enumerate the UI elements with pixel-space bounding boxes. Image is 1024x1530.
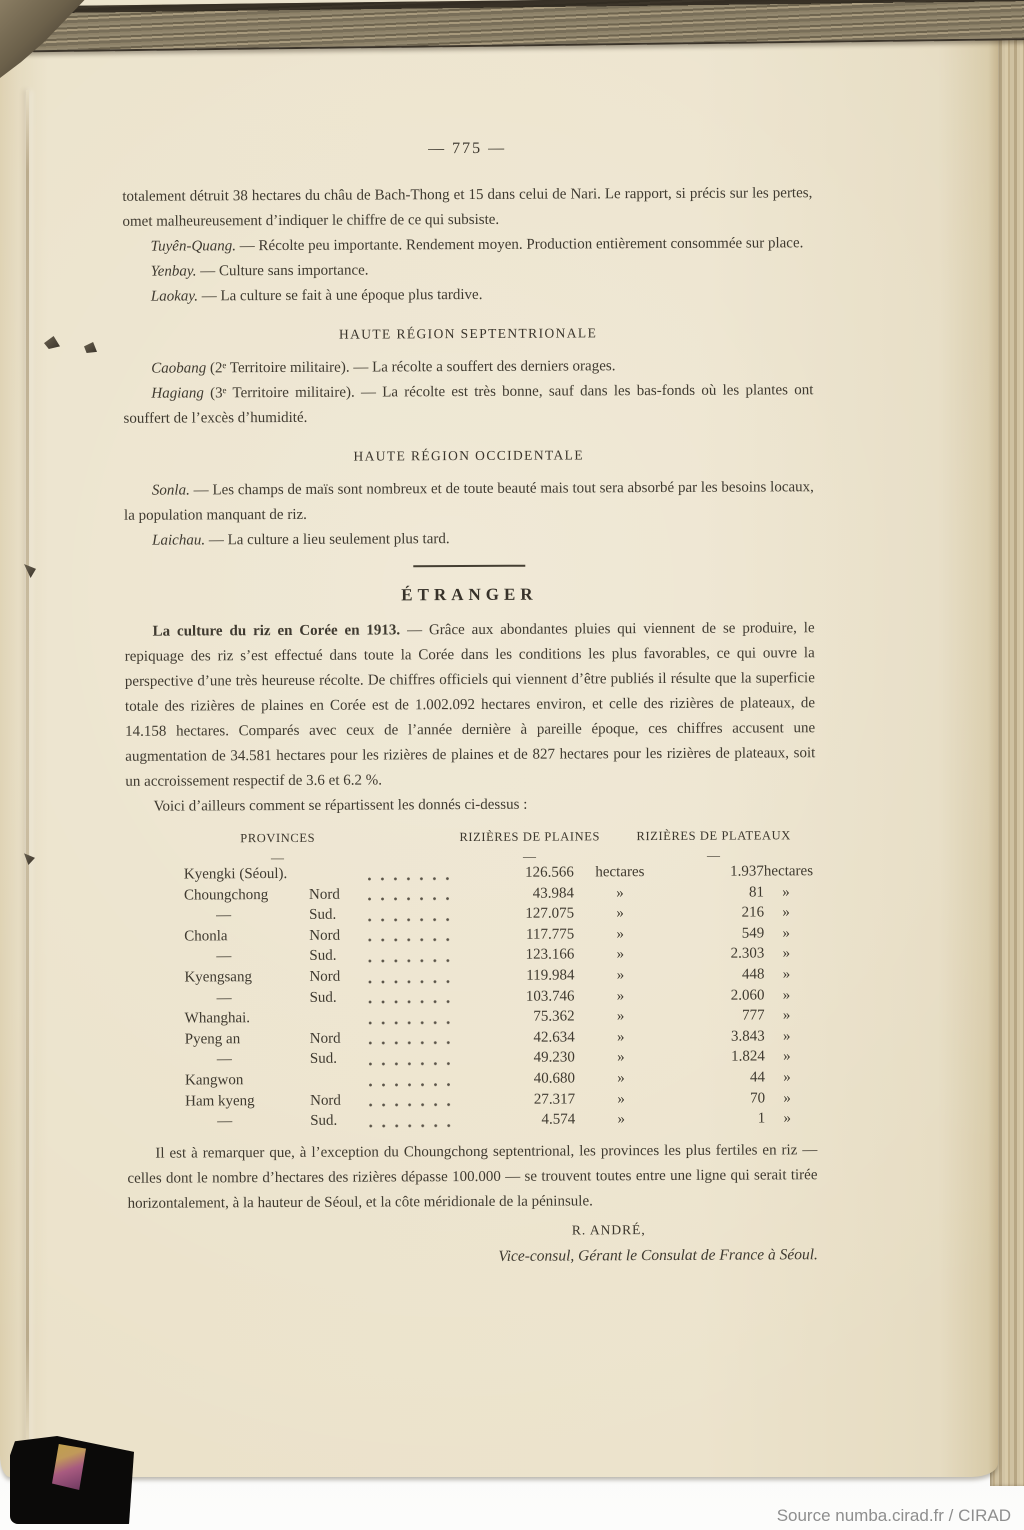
plateaux-value: 1.824	[731, 1048, 765, 1065]
entry-text: (3ᵉ Territoire militaire). — La récolte est très bonne, sauf dans les bas-fonds où les plantes ont souffert de l’excès d’humidité.	[123, 382, 814, 427]
plaines-value: 42.634	[533, 1029, 575, 1046]
entry-caobang	[123, 353, 813, 382]
heading-haute-region-septentrionale: HAUTE RÉGION SEPTENTRIONALE	[338, 325, 598, 342]
signature-title: Vice-consul, Gérant le Consulat de France à Séoul.	[498, 1245, 818, 1265]
plaines-unit: »	[616, 967, 625, 984]
plateaux-value: 3.843	[730, 1028, 765, 1045]
paragraph-closing: Il est à remarquer que, à l’exception du Choungchong septentrional, les provinces les plus fertiles en riz — celles dont le nombre d’hectares des rizières dépasse 100.000 — se trouvent toutes entre une ligne qui serait tirée horizontalement, à la hauteur de Séoul, et la côte méridionale de la péninsule.	[127, 1141, 818, 1212]
province-sub-label: Nord	[310, 1092, 341, 1109]
table-row	[127, 1108, 817, 1132]
entry-yenbay	[123, 256, 813, 285]
entry-lead: Caobang	[151, 360, 207, 377]
plateaux-unit: »	[782, 904, 790, 921]
province-name: Ham kyeng	[185, 1092, 255, 1110]
entry-lead: Laichau.	[152, 532, 206, 549]
province-sub-label: Sud.	[309, 1051, 338, 1068]
plateaux-unit: »	[783, 1089, 791, 1106]
plateaux-value: 2.060	[730, 987, 765, 1004]
plateaux-unit: »	[783, 1110, 791, 1127]
plaines-value: 40.680	[533, 1070, 576, 1087]
plaines-unit: »	[616, 946, 625, 963]
plateaux-unit: »	[782, 966, 791, 983]
entry-text: — Les champs de maïs sont nombreux et de toute beauté mais tout sera absorbé par les besoins locaux, la population manquant de riz.	[123, 479, 814, 524]
province-sub-label: Nord	[309, 927, 341, 944]
dot-leader	[369, 1062, 451, 1065]
plateaux-value: 216	[741, 904, 765, 921]
province-name: Chonla	[184, 928, 228, 945]
plaines-value: 43.984	[532, 885, 575, 902]
plateaux-value: 70	[750, 1089, 766, 1107]
province-name: —	[216, 907, 232, 924]
table-header-rizieres-plateaux: RIZIÈRES DE PLATEAUX —	[636, 828, 791, 863]
plateaux-value: 448	[741, 966, 765, 983]
entry-lead: Yenbay.	[150, 263, 197, 280]
section-divider	[413, 565, 525, 568]
plateaux-unit: »	[782, 925, 791, 942]
province-name: Whanghai.	[184, 1010, 251, 1027]
table-header-provinces: PROVINCES —	[240, 830, 316, 866]
province-name: Choungchong	[183, 886, 269, 904]
entry-laichau	[124, 525, 814, 554]
plaines-value: 103.746	[525, 988, 575, 1005]
plaines-unit: »	[616, 925, 625, 943]
dot-leader	[368, 980, 450, 983]
province-name: —	[217, 1113, 233, 1130]
heading-haute-region-occidentale: HAUTE RÉGION OCCIDENTALE	[353, 447, 584, 464]
plaines-value: 119.984	[526, 967, 575, 984]
dot-leader	[368, 959, 450, 962]
dot-leader	[369, 1021, 451, 1024]
plaines-unit: »	[616, 884, 624, 901]
dot-leader	[368, 918, 450, 921]
plaines-unit: »	[617, 1070, 625, 1087]
table-body	[126, 861, 817, 1132]
plaines-value: 126.566	[525, 864, 574, 881]
plaines-unit: »	[616, 905, 624, 922]
dot-leader	[369, 1041, 451, 1044]
entry-laokay	[123, 281, 813, 310]
province-name: Kyengsang	[184, 969, 252, 986]
entry-text: — La culture se fait à une époque plus tardive.	[201, 286, 483, 305]
plateaux-unit: »	[783, 1048, 791, 1065]
plateaux-value: 1	[757, 1110, 766, 1127]
entry-lead: Hagiang	[151, 385, 204, 402]
plateaux-value: 2.303	[730, 945, 765, 963]
province-name: —	[216, 948, 232, 965]
plaines-unit: »	[616, 987, 625, 1004]
plaines-value: 27.317	[533, 1090, 576, 1108]
rice-area-table	[126, 823, 818, 1132]
plaines-value: 49.230	[533, 1049, 575, 1067]
signature-name: R. ANDRÉ,	[571, 1221, 646, 1238]
plaines-unit: »	[617, 1111, 625, 1128]
province-name: —	[216, 1051, 232, 1068]
plateaux-value: 549	[741, 925, 765, 942]
province-sub-label: Nord	[309, 968, 341, 985]
plateaux-unit: »	[783, 1069, 791, 1086]
plateaux-value: 81	[748, 884, 765, 901]
page-content	[122, 134, 818, 1270]
province-sub-label: Sud.	[309, 989, 337, 1006]
entry-lead: Laokay.	[150, 288, 199, 305]
province-name: —	[216, 989, 232, 1006]
paragraph-coree-text: — Grâce aux abondantes pluies qui viennent de se produire, le repiquage des riz s’est effectué dans toute la Corée dans les conditions les plus favorables, ce qui ouvre la perspective d’une très heureuse récolte. De chiffres officiels qui viennent d’être publiés il résulte que la superficie totale des rizières de plaines en Corée est de 1.002.092 hectares environ, et celle des rizières de plateaux, de 14.158 hectares. Comparés avec ceux de l’année dernière à pareille époque, ces chiffres accusent une augmentation de 34.581 hectares pour les rizières de plaines et de 827 hectares pour les rizières de plateaux, soit un accroissement respectif de 3.6 et 6.2 %.	[124, 620, 816, 790]
plaines-value: 4.574	[541, 1111, 576, 1128]
plaines-value: 127.075	[525, 905, 575, 922]
plaines-unit: »	[617, 1090, 625, 1107]
plateaux-value: 1.937	[730, 863, 764, 880]
plaines-unit: »	[617, 1049, 625, 1066]
heading-etranger: ÉTRANGER	[401, 584, 538, 605]
dot-leader	[368, 938, 450, 941]
province-sub-label: Nord	[308, 886, 340, 903]
entry-tuyen-quang	[123, 231, 813, 260]
table-intro: Voici d’ailleurs comment se répartissent les donnés ci-dessus :	[153, 796, 528, 815]
entry-lead: Sonla.	[151, 482, 190, 499]
plateaux-value: 777	[742, 1007, 765, 1024]
plateaux-value: 44	[749, 1069, 766, 1086]
entry-text: — Culture sans importance.	[200, 262, 369, 280]
paragraph-coree-lead: La culture du riz en Corée en 1913.	[152, 622, 401, 640]
table-header-rizieres-plaines: RIZIÈRES DE PLAINES —	[459, 829, 601, 864]
province-sub-label: Sud.	[309, 948, 337, 965]
source-attribution: Source numba.cirad.fr / CIRAD	[776, 1506, 1011, 1525]
province-sub-label: Sud.	[309, 906, 337, 924]
entry-hagiang	[123, 378, 813, 432]
dot-leader	[369, 1124, 451, 1127]
province-name: Kangwon	[184, 1072, 244, 1089]
dot-leader	[369, 1103, 451, 1106]
page-crease	[26, 90, 29, 1450]
paragraph-coree	[125, 616, 816, 795]
entry-text: (2ᵉ Territoire militaire). — La récolte a souffert des derniers orages.	[209, 358, 616, 377]
plateaux-unit: »	[782, 883, 790, 900]
plateaux-unit: »	[782, 1028, 791, 1045]
plateaux-unit: »	[782, 1007, 791, 1024]
plaines-unit: hectares	[595, 864, 645, 881]
dot-leader	[369, 1000, 451, 1003]
province-sub-label: Nord	[309, 1030, 341, 1047]
dot-leader	[368, 897, 450, 900]
entry-sonla	[124, 475, 814, 529]
paragraph-continuation: totalement détruit 38 hectares du châu de Bach-Thong et 15 dans celui de Nari. Le rapport, si précis sur les pertes, omet malheureusement d’indiquer le chiffre de ce qui subsiste.	[122, 185, 813, 230]
entry-lead: Tuyên-Quang.	[150, 238, 237, 255]
table-header-row	[126, 823, 816, 865]
plaines-value: 75.362	[533, 1008, 575, 1025]
dot-leader	[369, 1083, 451, 1086]
plaines-value: 117.775	[525, 926, 575, 943]
entry-text: — La culture a lieu seulement plus tard.	[208, 531, 450, 549]
dot-leader	[368, 877, 450, 880]
province-name: Kyengki (Séoul).	[183, 865, 288, 883]
plaines-unit: »	[616, 1028, 625, 1045]
plaines-unit: »	[616, 1008, 625, 1025]
entry-text: — Récolte peu importante. Rendement moyen. Production entièrement consommée sur place.	[239, 235, 804, 255]
page-number: — 775 —	[428, 139, 507, 158]
plateaux-unit: »	[782, 986, 791, 1003]
plateaux-unit: hectares	[763, 863, 814, 880]
plaines-value: 123.166	[525, 946, 575, 964]
plateaux-unit: »	[782, 945, 791, 962]
province-sub-label: Sud.	[310, 1112, 338, 1129]
province-name: Pyeng an	[184, 1030, 241, 1048]
